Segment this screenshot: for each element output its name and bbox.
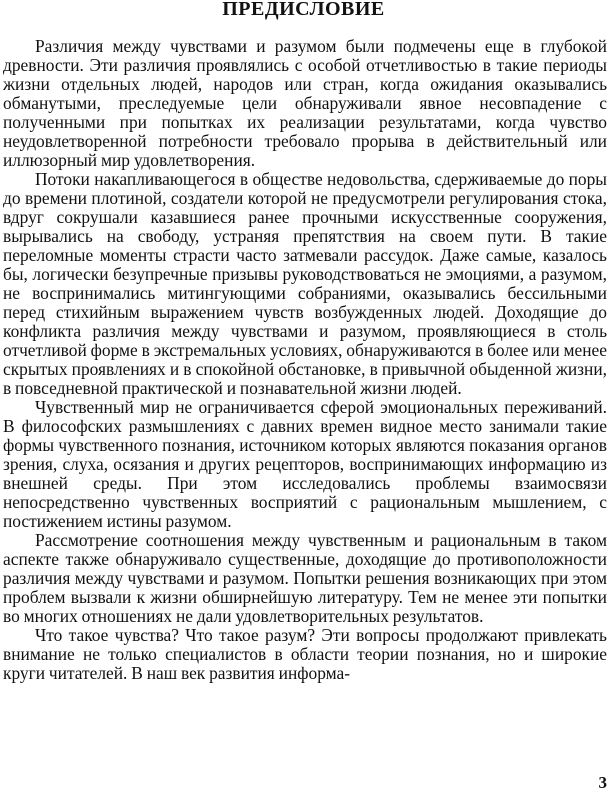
paragraph-3: Чувственный мир не ограничивается сферой эмоциональных переживаний. В философских размышлениях с давних времен видное место занимали такие формы чувственного познания, источником которых являются показания органов зрения, слуха, осязания и других рецепторов, воспринимающих информацию из внешней среды. При этом исследовались проблемы взаимосвязи непосредственно чувственных восприятий с рациональным мышлением, с постижением истины разумом. (3, 397, 607, 531)
page-number: 3 (598, 773, 607, 792)
paragraph-4: Рассмотрение соотношения между чувственным и рациональным в таком аспекте также обнаруживало существенные, доходящие до противоположности различия между чувствами и разумом. Попытки решения возникающих при этом проблем вызвали к жизни обширнейшую литературу. Тем не менее эти попытки во многих отношениях не дали удовлетворительных результатов. (3, 530, 607, 626)
paragraph-5: Что такое чувства? Что такое разум? Эти вопросы продолжают привлекать внимание не только специалистов в области теории познания, но и широкие круги читателей. В наш век развития информа- (3, 625, 607, 683)
body-text (3, 37, 607, 683)
page-title: ПРЕДИСЛОВИЕ (222, 0, 385, 20)
paragraph-2: Потоки накапливающегося в обществе недовольства, сдерживаемые до поры до времени плотиной, создатели которой не предусмотрели регулирования стока, вдруг сокрушали казавшиеся ранее прочными искусственные сооружения, вырывались на свободу, устраняя препятствия на своем пути. В такие переломные моменты страсти часто затмевали рассудок. Даже самые, казалось бы, логически безупречные призывы руководствоваться не эмоциями, а разумом, не воспринимались митингующими собраниями, оказывались бессильными перед стихийным выражением чувств возбужденных людей. Доходящие до конфликта различия между чувствами и разумом, проявляющиеся в столь отчетливой форме в экстремальных условиях, обнаруживаются в более или менее скрытых проявлениях и в спокойной обстановке, в привычной обыденной жизни, в повседневной практической и познавательной жизни людей. (3, 169, 607, 398)
paragraph-1: Различия между чувствами и разумом были подмечены еще в глубокой древности. Эти различия проявлялись с особой отчетливостью в такие периоды жизни отдельных людей, народов или стран, когда ожидания оказывались обманутыми, преследуемые цели обнаруживали явное несовпадение с полученными при попытках их реализации результатами, когда чувство неудовлетворенной потребности требовало прорыва в действительный или иллюзорный мир удовлетворения. (3, 36, 607, 170)
